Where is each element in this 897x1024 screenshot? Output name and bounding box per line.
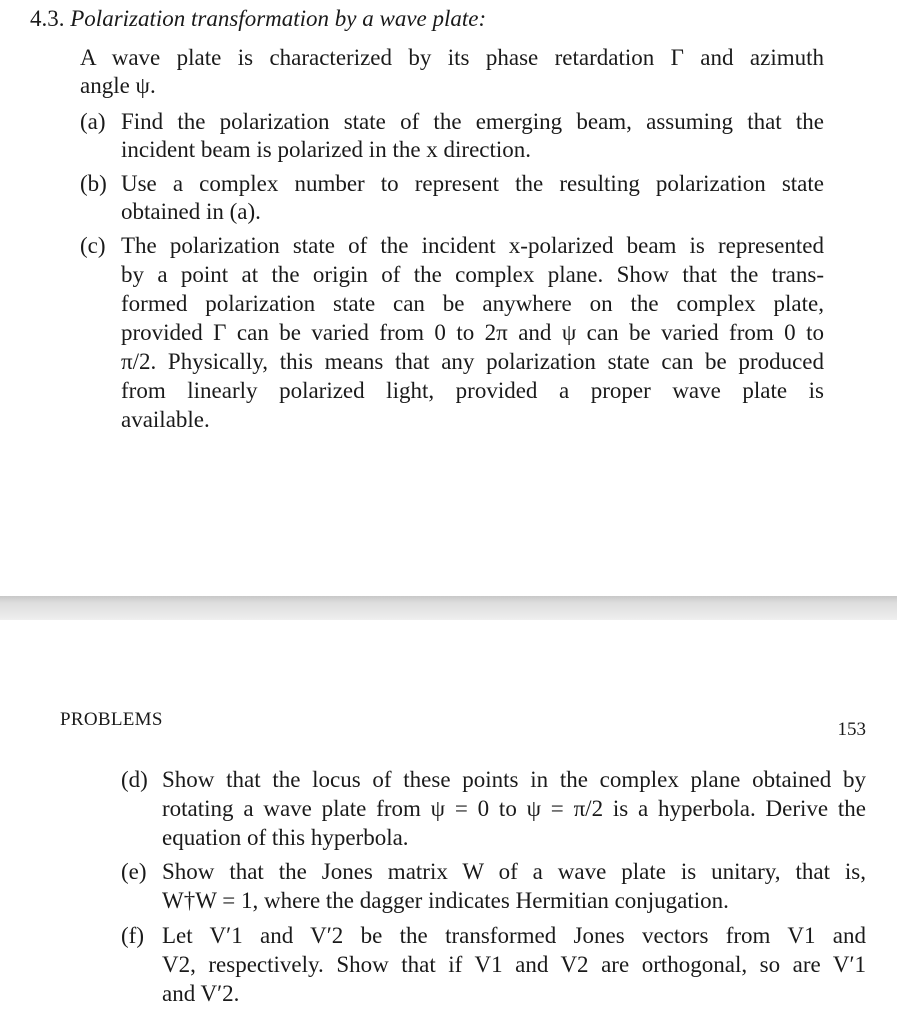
page-number: 153	[837, 719, 866, 740]
part-d-line: equation of this hyperbola.	[162, 825, 409, 850]
part-c-line: from linearly polarized light, provided a proper wave plate is	[121, 378, 824, 403]
part-e-line: W†W = 1, where the dagger indicates Hermitian conjugation.	[162, 888, 729, 913]
part-a-line: incident beam is polarized in the x direction.	[121, 137, 532, 162]
problem-title: Polarization transformation by a wave plate:	[70, 6, 487, 31]
part-e-line: Show that the Jones matrix W of a wave plate is unitary, that is,	[162, 859, 866, 884]
part-f-line: and V′2.	[162, 981, 240, 1006]
part-d-line: rotating a wave plate from ψ = 0 to ψ = π/2 is a hyperbola. Derive the	[162, 796, 866, 821]
part-b-line: obtained in (a).	[121, 199, 261, 224]
part-label-e: (e)	[121, 859, 147, 884]
part-f-line: V2, respectively. Show that if V1 and V2 are orthogonal, so are V′1	[162, 952, 866, 977]
part-label-f: (f)	[121, 923, 144, 948]
part-c-line: The polarization state of the incident x-polarized beam is represented	[121, 233, 824, 258]
part-c-line: π/2. Physically, this means that any polarization state can be produced	[121, 349, 824, 374]
intro-line: angle ψ.	[80, 73, 156, 98]
textbook-page-bottom	[0, 620, 897, 1024]
problem-heading	[30, 4, 486, 34]
part-f-line: Let V′1 and V′2 be the transformed Jones vectors from V1 and	[162, 923, 866, 948]
part-b-line: Use a complex number to represent the resulting polarization state	[121, 171, 824, 196]
part-c-line: available.	[121, 407, 210, 432]
running-head: PROBLEMS	[60, 709, 163, 730]
part-c-line: by a point at the origin of the complex plane. Show that the trans-	[121, 262, 824, 287]
part-label-b: (b)	[80, 171, 107, 196]
intro-line: A wave plate is characterized by its phase retardation Γ and azimuth	[80, 45, 824, 70]
problem-number: 4.3.	[30, 6, 65, 31]
part-label-c: (c)	[80, 233, 106, 258]
part-label-d: (d)	[121, 767, 148, 792]
page-gap-divider	[0, 596, 897, 620]
part-c-line: formed polarization state can be anywhere on the complex plate,	[121, 291, 824, 316]
part-a-line: Find the polarization state of the emerging beam, assuming that the	[121, 109, 824, 134]
part-c-line: provided Γ can be varied from 0 to 2π and ψ can be varied from 0 to	[121, 320, 824, 345]
part-label-a: (a)	[80, 109, 106, 134]
part-d-line: Show that the locus of these points in the complex plane obtained by	[162, 767, 866, 792]
